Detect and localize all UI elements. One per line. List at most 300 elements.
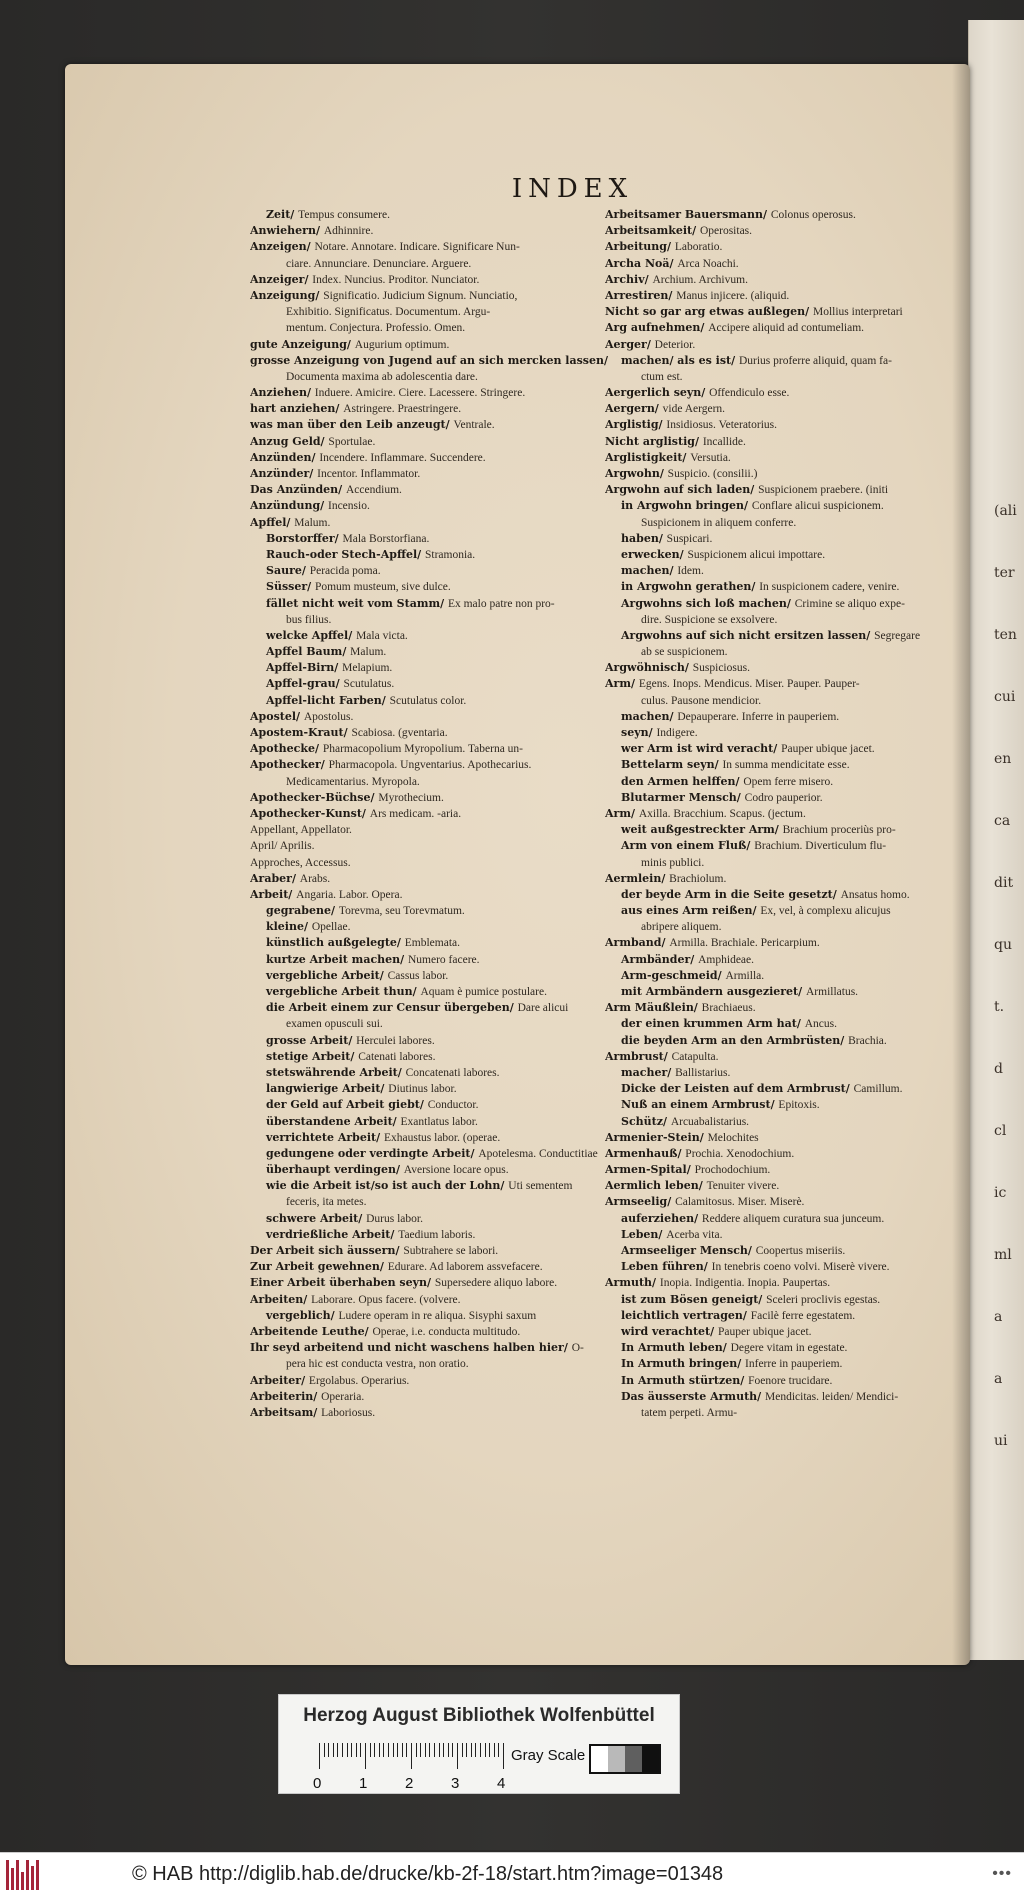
ruler-tick	[356, 1743, 357, 1757]
latin-translation: Ventrale.	[453, 419, 495, 432]
ruler-tick	[439, 1743, 440, 1757]
latin-translation: Inopia. Indigentia. Inopia. Paupertas.	[659, 1277, 831, 1290]
german-term: gegrabene/	[266, 904, 339, 918]
logo-bar	[21, 1872, 24, 1890]
latin-translation: Suspiciosus.	[692, 662, 750, 675]
german-term: Anwiehern/	[250, 224, 324, 238]
german-term: seyn/	[621, 726, 657, 739]
german-term: Rauch-oder Stech-Apffel/	[266, 547, 425, 561]
latin-translation: Calamitosus. Miser. Miserè.	[675, 1196, 805, 1209]
index-entry	[250, 934, 650, 950]
ruler-tick	[365, 1743, 366, 1769]
latin-translation: dire. Suspicione se exsolvere.	[641, 613, 778, 626]
german-term: fället nicht weit vom Stamm/	[266, 596, 448, 610]
ruler-tick	[406, 1743, 407, 1757]
index-entry	[605, 1258, 1005, 1274]
index-entry	[605, 595, 1005, 611]
german-term: wer Arm ist wird veracht/	[621, 742, 782, 756]
latin-translation: Mala victa.	[356, 629, 408, 642]
index-entry	[250, 902, 650, 918]
index-entry	[250, 416, 650, 432]
index-entry	[250, 1323, 650, 1339]
ruler-tick	[319, 1743, 320, 1769]
german-term: Zur Arbeit gewehnen/	[250, 1260, 388, 1274]
index-entry	[605, 967, 1005, 983]
color-target-card	[278, 1694, 680, 1794]
german-term: Arm Mäußlein/	[605, 1001, 702, 1015]
german-term: Apothecker-Büchse/	[250, 790, 379, 804]
index-entry	[250, 287, 650, 303]
more-menu-icon[interactable]: •••	[992, 1865, 1012, 1882]
latin-translation: Apostolus.	[303, 710, 354, 723]
latin-translation: Ludere operam in re aliqua. Sisyphi saxum	[338, 1309, 537, 1322]
german-term: Anzeigung/	[250, 288, 324, 302]
index-entry	[605, 1291, 1005, 1307]
german-term: Argwohn/	[605, 467, 668, 480]
ruler-tick	[328, 1743, 329, 1757]
latin-translation: Sceleri proclivis egestas.	[766, 1293, 881, 1306]
target-ruler	[309, 1743, 523, 1771]
latin-translation: Suspicio. (consilii.)	[667, 468, 758, 480]
latin-translation: Suspicionem in aliquem conferre.	[641, 516, 797, 529]
index-entry	[250, 271, 653, 287]
index-entry	[250, 692, 650, 708]
adjacent-page-fragment: dit	[994, 875, 1014, 891]
adjacent-page-fragment: ml	[994, 1247, 1012, 1263]
latin-translation: mentum. Conjectura. Professio. Omen.	[286, 322, 466, 335]
german-term: mit Armbändern ausgezieret/	[621, 985, 806, 998]
adjacent-page-fragment: ic	[994, 1185, 1007, 1201]
adjacent-page-fragment: ter	[994, 565, 1015, 581]
latin-translation: In tenebris coeno volvi. Miserè vivere.	[711, 1261, 890, 1274]
german-term: In Armuth leben/	[621, 1341, 731, 1355]
latin-translation: Exhaustus labor. (operae.	[383, 1131, 501, 1144]
index-entry	[250, 870, 650, 886]
latin-translation: Armillatus.	[805, 986, 859, 998]
german-term: in Argwohn bringen/	[621, 499, 752, 513]
index-entry	[250, 514, 650, 530]
ruler-tick	[425, 1743, 426, 1757]
german-term: stetige Arbeit/	[266, 1049, 359, 1063]
latin-translation: Approches, Accessus.	[250, 856, 351, 869]
index-entry	[250, 967, 650, 983]
german-term: Apostem-Kraut/	[250, 726, 352, 739]
german-term: vergeblich/	[266, 1308, 339, 1322]
german-term: Nicht arglistig/	[605, 434, 703, 448]
index-entry	[605, 951, 1005, 967]
index-entry	[250, 1355, 650, 1371]
index-entry	[250, 1113, 650, 1129]
index-entry	[605, 627, 1005, 643]
german-term: Armband/	[605, 936, 670, 950]
german-term: überhaupt verdingen/	[266, 1163, 404, 1177]
index-entry	[605, 287, 1005, 303]
german-term: Argwohns auf sich nicht ersitzen lassen/	[621, 628, 875, 642]
latin-translation: Operaria.	[321, 1390, 365, 1403]
index-entry	[250, 368, 650, 384]
index-entry	[250, 336, 650, 352]
latin-translation: ciare. Annunciare. Denunciare. Arguere.	[286, 257, 472, 270]
german-term: Anzünden/	[250, 450, 320, 464]
latin-translation: Ansatus homo.	[840, 888, 910, 901]
adjacent-page-fragment: t.	[994, 999, 1005, 1015]
latin-translation: Brachium. Diverticulum flu-	[754, 840, 887, 853]
latin-translation: Medicamentarius. Myropola.	[286, 775, 420, 788]
gray-patch	[608, 1746, 625, 1772]
latin-translation: Ballistarius.	[675, 1066, 731, 1079]
index-entry	[605, 675, 1005, 691]
german-term: Der Arbeit sich äussern/	[250, 1244, 404, 1257]
ruler-tick	[411, 1743, 412, 1769]
german-term: kurtze Arbeit machen/	[266, 952, 408, 966]
german-term: Aermlich leben/	[605, 1179, 707, 1193]
german-term: Aergerlich seyn/	[605, 386, 710, 400]
adjacent-page-fragment: a	[994, 1309, 1003, 1325]
logo-bar	[31, 1866, 34, 1890]
german-term: Apothecker-Kunst/	[250, 806, 370, 820]
ruler-number: 0	[313, 1775, 322, 1792]
german-term: was man über den Leib anzeugt/	[250, 418, 454, 432]
index-entry	[250, 951, 650, 967]
latin-translation: Aquam è pumice postulare.	[420, 986, 547, 998]
index-entry	[605, 1307, 1005, 1323]
index-entry	[605, 934, 1005, 950]
ruler-tick	[351, 1743, 352, 1757]
index-entry	[605, 1145, 1005, 1161]
index-entry	[250, 1032, 650, 1048]
index-entry	[605, 416, 1005, 432]
index-entry	[605, 1113, 1005, 1129]
viewer-footer	[0, 1852, 1024, 1899]
ruler-tick	[480, 1743, 481, 1757]
german-term: in Argwohn gerathen/	[621, 580, 760, 594]
hab-logo-icon[interactable]	[6, 1860, 40, 1890]
german-term: Armenier-Stein/	[605, 1130, 708, 1144]
german-term: Arbeitsamer Bauersmann/	[605, 208, 771, 221]
latin-translation: Pomum musteum, sive dulce.	[314, 581, 451, 594]
german-term: überstandene Arbeit/	[266, 1114, 401, 1128]
german-term: Apffel-Birn/	[266, 661, 343, 675]
ruler-tick	[475, 1743, 476, 1757]
index-entry	[250, 303, 650, 319]
latin-translation: Camillum.	[853, 1083, 903, 1096]
latin-translation: Durius proferre aliquid, quam fa-	[738, 354, 892, 367]
german-term: Ihr seyd arbeitend und nicht waschens halben hier/	[250, 1341, 572, 1355]
index-entry	[250, 1339, 650, 1355]
latin-translation: Exhibitio. Significatus. Documentum. Argu-	[286, 306, 491, 319]
index-entry	[605, 1404, 1005, 1420]
german-term: Archiv/	[605, 272, 653, 286]
index-entry	[250, 449, 650, 465]
index-entry	[250, 1161, 650, 1177]
latin-translation: Reddere aliquem curatura sua junceum.	[701, 1212, 885, 1225]
german-term: die beyden Arm an den Armbrüsten/	[621, 1033, 849, 1047]
german-term: grosse Anzeigung von Jugend auf an sich mercken lassen/	[250, 353, 608, 367]
german-term: Nuß an einem Armbrust/	[621, 1098, 779, 1112]
latin-translation: Supersedere aliquo labore.	[434, 1277, 558, 1290]
german-term: Zeit/	[266, 208, 299, 221]
german-term: Apffel Baum/	[266, 645, 351, 659]
latin-translation: minis publici.	[641, 856, 705, 869]
ruler-tick	[494, 1743, 495, 1757]
adjacent-page-fragment: ca	[994, 813, 1011, 829]
latin-translation: Foenore trucidare.	[748, 1374, 833, 1387]
ruler-number: 3	[451, 1775, 460, 1792]
german-term: Apothecke/	[250, 742, 323, 756]
latin-translation: Incallide.	[702, 435, 746, 448]
german-term: Aermlein/	[605, 871, 670, 885]
latin-translation: Concatenati labores.	[405, 1066, 500, 1079]
german-term: Nicht so gar arg etwas außlegen/	[605, 305, 813, 319]
german-term: Aergern/	[605, 402, 663, 416]
ruler-tick	[393, 1743, 394, 1757]
latin-translation: Ars medicam. -aria.	[369, 807, 462, 820]
latin-translation: Herculei labores.	[356, 1034, 435, 1047]
latin-translation: Operositas.	[699, 225, 753, 238]
index-entry	[605, 870, 1005, 886]
german-term: In Armuth stürtzen/	[621, 1373, 749, 1387]
index-entry	[605, 902, 1005, 918]
latin-translation: Induere. Amicire. Ciere. Lacessere. Stringere.	[314, 387, 526, 400]
german-term: kleine/	[266, 920, 312, 934]
latin-translation: Pauper ubique jacet.	[781, 743, 875, 756]
ruler-tick	[466, 1743, 467, 1757]
german-term: Saure/	[266, 564, 310, 578]
target-institution-name: Herzog August Bibliothek Wolfenbüttel	[303, 1705, 655, 1726]
index-entry	[250, 708, 650, 724]
latin-translation: Cassus labor.	[387, 969, 449, 982]
index-entry	[250, 222, 650, 238]
german-term: Arm/	[605, 806, 639, 820]
german-term: die Arbeit einem zur Censur übergeben/	[266, 1001, 518, 1015]
german-term: Arbeitsamkeit/	[605, 224, 700, 238]
german-term: Anzug Geld/	[250, 434, 329, 448]
latin-translation: Prochodochium.	[694, 1164, 771, 1177]
adjacent-page-fragment: en	[994, 751, 1012, 767]
latin-translation: Aversione locare opus.	[403, 1164, 509, 1177]
gray-scale-label: Gray Scale	[511, 1747, 586, 1764]
latin-translation: Ex malo patre non pro-	[447, 597, 555, 610]
latin-translation: Torevma, seu Torevmatum.	[338, 905, 465, 918]
index-entry	[250, 1307, 650, 1323]
latin-translation: Myrothecium.	[378, 791, 444, 804]
index-entry	[605, 1048, 1005, 1064]
german-term: welcke Apffel/	[266, 628, 357, 642]
latin-translation: Numero facere.	[408, 953, 480, 966]
latin-translation: Sportulae.	[328, 435, 376, 448]
latin-translation: Opellae.	[311, 921, 351, 934]
index-entry	[250, 595, 650, 611]
index-entry	[250, 465, 650, 481]
latin-translation: Suspicionem alicui impottare.	[687, 548, 826, 561]
latin-translation: Versutia.	[690, 451, 731, 464]
german-term: Arbeitende Leuthe/	[250, 1324, 373, 1338]
latin-translation: Dare alicui	[517, 1002, 569, 1015]
latin-translation: Crimine se aliquo expe-	[794, 597, 905, 610]
german-term: macher/	[621, 1065, 676, 1079]
index-entry	[250, 1388, 650, 1404]
ruler-tick	[333, 1743, 334, 1757]
index-entry	[605, 740, 1005, 756]
index-entry	[250, 756, 650, 772]
latin-translation: Malum.	[350, 646, 387, 659]
latin-translation: Brachiolum.	[669, 872, 727, 885]
latin-translation: Laboratio.	[674, 241, 723, 254]
latin-translation: Melochites	[707, 1131, 759, 1144]
german-term: verrichtete Arbeit/	[266, 1130, 384, 1144]
adjacent-page-fragment: cui	[994, 689, 1016, 705]
ruler-number: 4	[497, 1775, 506, 1792]
german-term: ist zum Bösen geneigt/	[621, 1292, 767, 1306]
latin-translation: Notare. Annotare. Indicare. Significare Nun-	[314, 241, 520, 254]
index-entry	[605, 1355, 1005, 1371]
index-entry	[250, 255, 650, 271]
index-entry	[605, 1193, 1005, 1209]
german-term: stetswährende Arbeit/	[266, 1065, 406, 1079]
latin-translation: Idem.	[677, 565, 704, 578]
german-term: Arbeitung/	[605, 240, 675, 254]
german-term: machen/	[621, 709, 678, 723]
latin-translation: Brachia.	[848, 1034, 887, 1047]
index-entry	[605, 1129, 1005, 1145]
latin-translation: Index. Nuncius. Proditor. Nunciator.	[312, 273, 480, 286]
latin-translation: Emblemata.	[404, 937, 460, 950]
german-term: Argwohn auf sich laden/	[605, 483, 759, 497]
page-heading: INDEX	[511, 174, 634, 204]
index-entry	[250, 1193, 650, 1209]
german-term: langwierige Arbeit/	[266, 1082, 389, 1096]
german-term: Apostel/	[250, 709, 304, 723]
latin-translation: vide Aergern.	[662, 403, 726, 416]
german-term: vergebliche Arbeit thun/	[266, 985, 421, 998]
ruler-tick	[379, 1743, 380, 1757]
latin-translation: Significatio. Judicium Signum. Nunciatio,	[323, 289, 518, 302]
german-term: Apffel-grau/	[266, 677, 344, 691]
index-entry	[605, 497, 1005, 513]
logo-bar	[11, 1868, 14, 1890]
index-entry	[605, 886, 1005, 902]
index-entry	[605, 1210, 1005, 1226]
index-entry	[250, 497, 650, 513]
latin-translation: April/ Aprilis.	[250, 840, 315, 853]
index-entry	[250, 837, 650, 853]
index-entry	[605, 578, 1005, 594]
index-entry	[250, 530, 650, 546]
german-term: Apffel-licht Farben/	[266, 693, 390, 707]
german-term: Arbeiterin/	[250, 1389, 322, 1403]
german-term: Armseeliger Mensch/	[621, 1244, 756, 1257]
german-term: Armenhauß/	[605, 1146, 686, 1160]
gray-patch	[591, 1746, 608, 1772]
german-term: Blutarmer Mensch/	[621, 790, 745, 804]
ruler-tick	[420, 1743, 421, 1757]
german-term: Anzeigen/	[250, 240, 315, 254]
latin-translation: Acerba vita.	[666, 1228, 723, 1241]
ruler-tick	[337, 1743, 338, 1757]
gray-patch	[625, 1746, 642, 1772]
index-entry	[605, 659, 1005, 675]
index-entry	[605, 643, 1005, 659]
latin-translation: Epitoxis.	[778, 1099, 820, 1112]
index-entry	[250, 627, 650, 643]
german-term: Das äusserste Armuth/	[621, 1389, 765, 1403]
latin-translation: Facilè ferre egestatem.	[750, 1309, 856, 1322]
latin-translation: Catenati labores.	[358, 1050, 436, 1063]
latin-translation: Pharmacopolium Myropolium. Taberna un-	[322, 743, 524, 756]
latin-translation: Suspicionem praebere. (initi	[758, 484, 889, 497]
german-term: Leben führen/	[621, 1260, 712, 1274]
latin-translation: Catapulta.	[671, 1050, 719, 1063]
german-term: Leben/	[621, 1227, 667, 1241]
german-term: Anziehen/	[250, 386, 315, 400]
latin-translation: examen opusculi sui.	[286, 1018, 383, 1031]
index-entry	[605, 1064, 1005, 1080]
index-entry	[250, 1064, 650, 1080]
german-term: Anzündung/	[250, 499, 328, 513]
index-entry	[250, 773, 650, 789]
ruler-tick	[397, 1743, 398, 1757]
german-term: Süsser/	[266, 580, 315, 594]
index-entry	[605, 1177, 1005, 1193]
latin-translation: pera hic est conducta vestra, non oratio.	[286, 1358, 469, 1371]
index-entry	[605, 1388, 1005, 1404]
ruler-tick	[402, 1743, 403, 1757]
index-entry	[605, 319, 1005, 335]
latin-translation: Deterior.	[654, 338, 696, 351]
logo-bar	[16, 1860, 19, 1890]
target-ruler-numbers	[301, 1775, 551, 1793]
latin-translation: Offendiculo esse.	[709, 387, 790, 400]
german-term: leichtlich vertragen/	[621, 1308, 751, 1322]
index-entry	[250, 384, 650, 400]
german-term: grosse Arbeit/	[266, 1033, 357, 1047]
footer-copyright-url[interactable]: © HAB http://diglib.hab.de/drucke/kb-2f-18/start.htm?image=01348	[132, 1863, 724, 1885]
gray-scale-swatch	[589, 1744, 661, 1774]
latin-translation: Adhinnire.	[323, 225, 374, 238]
german-term: Arm von einem Fluß/	[621, 839, 755, 853]
ruler-tick	[429, 1743, 430, 1757]
index-entry	[605, 999, 1005, 1015]
ruler-tick	[452, 1743, 453, 1757]
german-term: Arglistigkeit/	[605, 450, 691, 464]
index-entry	[250, 805, 650, 821]
german-term: machen/	[621, 564, 678, 578]
logo-bar	[26, 1860, 29, 1890]
index-entry	[250, 886, 650, 902]
latin-translation: Accipere aliquid ad contumeliam.	[708, 322, 865, 335]
index-entry	[605, 1242, 1005, 1258]
index-entry	[605, 789, 1005, 805]
latin-translation: Augurium optimum.	[354, 338, 450, 351]
german-term: Einer Arbeit überhaben seyn/	[250, 1276, 435, 1290]
german-term: künstlich außgelegte/	[266, 936, 405, 950]
index-entry	[250, 400, 650, 416]
latin-translation: Laboriosus.	[321, 1406, 376, 1419]
german-term: Bettelarm seyn/	[621, 758, 723, 772]
german-term: Argwohns sich loß machen/	[621, 596, 795, 610]
latin-translation: Uti sementem	[508, 1180, 573, 1193]
index-entry	[250, 1226, 650, 1242]
german-term: Arbeiten/	[250, 1292, 312, 1306]
index-entry	[250, 546, 650, 562]
german-term: erwecken/	[621, 547, 688, 561]
ruler-tick	[416, 1743, 417, 1757]
latin-translation: Accendium.	[346, 484, 402, 497]
latin-translation: Brachiaeus.	[701, 1002, 756, 1015]
ruler-tick	[360, 1743, 361, 1757]
ruler-tick	[471, 1743, 472, 1757]
index-entry	[605, 255, 1005, 271]
